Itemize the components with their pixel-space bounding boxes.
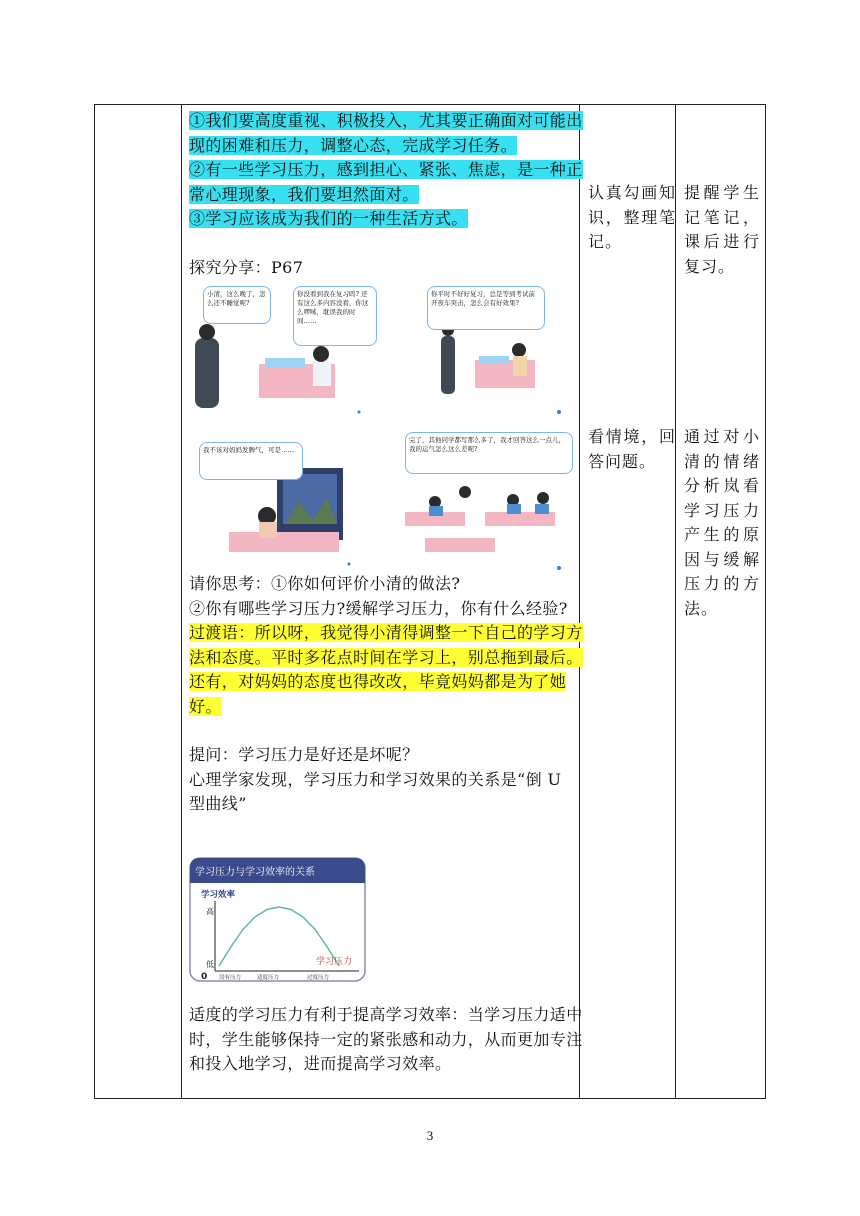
speech-bubble: 小清，这么晚了，怎么还不睡觉呢?: [203, 286, 271, 324]
teaching-content-column: [189, 109, 583, 817]
conclusion-text: 适度的学习压力有利于提高学习效率：当学习压力适中时，学生能够保持一定的紧张感和动力，从而更加专注和投入地学习，进而提高学习效率。: [189, 1005, 583, 1073]
page-number: 3: [426, 1128, 434, 1143]
question-text: 提问：学习压力是好还是坏呢？: [189, 745, 419, 764]
x-tick-label: 适度压力: [257, 975, 280, 981]
y-tick-high: 高: [206, 907, 214, 916]
design-intent-1: 提醒学生记笔记，课后进行复习。: [684, 183, 760, 276]
speech-bubble: 你没看到我在复习吗? 还有这么多内容没看，你这么啰嗦，耽误我的时间……: [293, 286, 377, 346]
key-points: [189, 109, 583, 232]
pressure-efficiency-chart: [189, 857, 366, 982]
comic-panel-4: [395, 432, 575, 572]
student-activity-2: 看情境，回答问题。: [588, 427, 676, 471]
chart-origin: 0: [201, 972, 208, 982]
x-tick-label: 过度压力: [307, 975, 330, 981]
comic-panel-3: [189, 442, 359, 570]
column-divider: [181, 105, 182, 1098]
chart-svg: [189, 857, 366, 982]
think-question-1: 请你思考：①你如何评价小清的做法?: [189, 574, 461, 593]
key-point-3: ③学习应该成为我们的一种生活方式。: [189, 209, 468, 228]
student-activity-1: 认真勾画知识，整理笔记。: [588, 183, 676, 251]
x-tick-label: 没有压力: [219, 975, 242, 981]
comic-strip: [189, 280, 583, 572]
design-intent-2: 通过对小清的情绪分析岚看学习压力产生的原因与缓解压力的方法。: [684, 427, 760, 618]
comic-panel-1: [189, 286, 379, 418]
y-axis-label: 学习效率: [201, 890, 236, 900]
lesson-table: [94, 104, 766, 1099]
think-question-2: ②你有哪些学习压力?缓解学习压力，你有什么经验?: [189, 598, 568, 618]
key-point-2: ②有一些学习压力，感到担心、紧张、焦虑，是一种正常心理现象，我们要坦然面对。: [189, 160, 583, 204]
chart-title: 学习压力与学习效率的关系: [195, 867, 315, 878]
speech-bubble: 你平时不好好复习，总是等到考试前开夜车突击，怎么会有好效果?: [427, 286, 545, 330]
speech-bubble: 完了，其他同学都写那么多了，我才回答这么一点儿，我的运气怎么这么差呢?: [405, 432, 573, 474]
y-tick-low: 低: [206, 960, 214, 969]
explore-title: 探究分享：P67: [189, 257, 304, 277]
speech-bubble: 我不该对妈妈发脾气，可是……: [199, 442, 303, 480]
x-axis-label: 学习压力: [316, 957, 353, 967]
comic-panel-2: [419, 286, 569, 418]
psychology-text: 心理学家发现，学习压力和学习效果的关系是“倒 U 型曲线”: [189, 769, 562, 813]
key-point-1: ①我们要高度重视、积极投入，尤其要正确面对可能出现的困难和压力，调整心态，完成学习任务。: [189, 111, 583, 155]
transition-text: 过渡语：所以呀，我觉得小清得调整一下自己的学习方法和态度。平时多花点时间在学习上，别总拖到最后。还有，对妈妈的态度也得改改，毕竟妈妈都是为了她好。: [189, 623, 583, 716]
